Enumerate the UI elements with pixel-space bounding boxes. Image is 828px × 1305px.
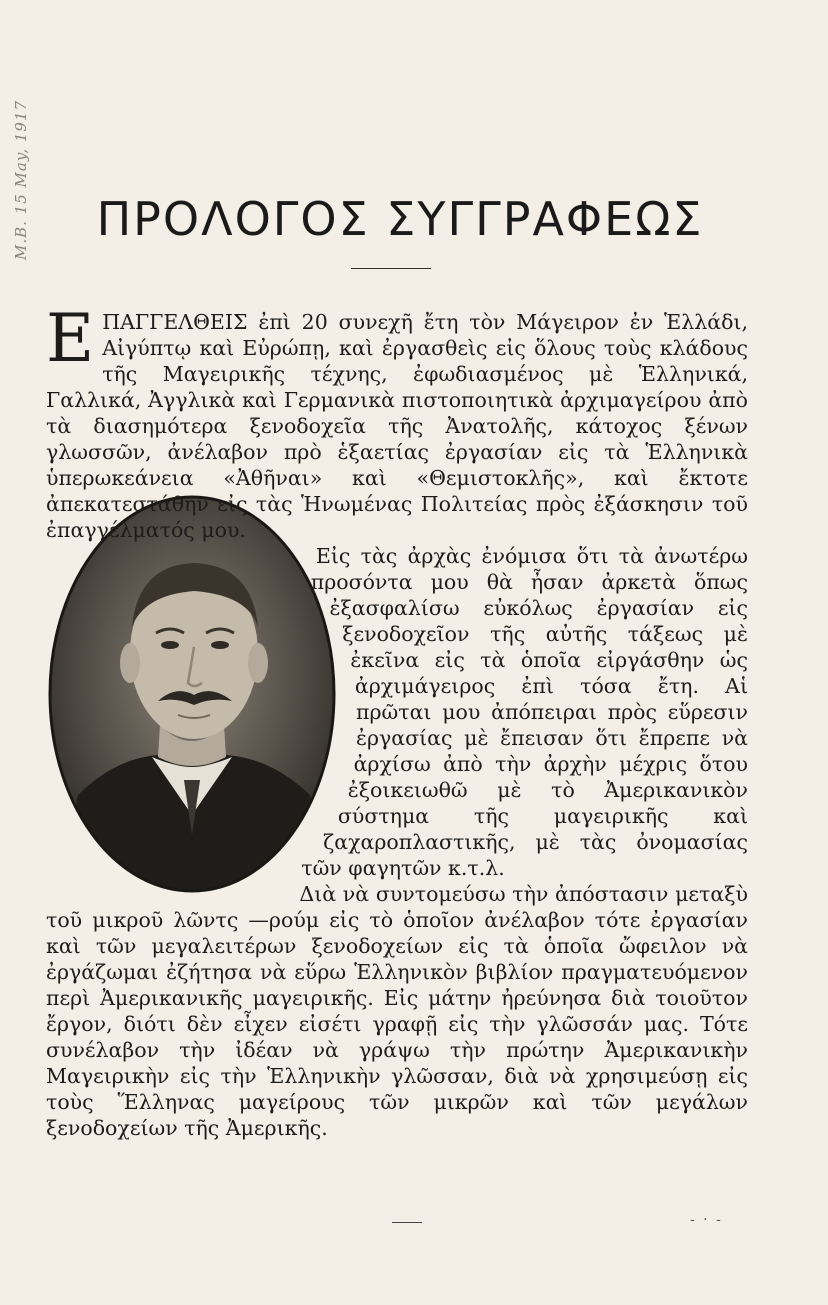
preface-body xyxy=(46,300,748,1141)
title-divider xyxy=(351,268,431,269)
paragraph-3: Διὰ νὰ συντομεύσω τὴν ἀπόστασιν μεταξὺ τοῦ μικροῦ λῶντς —ρούμ εἰς τὸ ὁποῖον ἀνέλαβον τότε ἐργασίαν καὶ τῶν μεγαλειτέρων ξενοδοχείων εἰς τὰ ὁποῖα ὤφειλον νὰ ἐργάζωμαι ἐζήτησα νὰ εὕρω Ἑλληνικὸν βιβλίον πραγματευόμενον περὶ Ἀμερικανικῆς μαγειρικῆς. Εἰς μάτην ἠρεύνησα διὰ τοιοῦτον ἔργον, διότι δὲν εἶχεν εἰσέτι γραφῇ εἰς τὴν γλῶσσάν μας. Τότε συνέλαβον τὴν ἰδέαν νὰ γράψω τὴν πρώτην Ἀμερικανικὴν Μαγειρικὴν εἰς τὴν Ἑλληνικὴν γλῶσσαν, διὰ νὰ χρησιμεύσῃ εἰς τοὺς Ἕλληνας μαγείρους τῶν μικρῶν καὶ τῶν μεγάλων ξενοδοχείων τῆς Ἀμερικῆς. xyxy=(46,882,748,1140)
paragraph-1-text: ἐπὶ 20 συνεχῆ ἔτη τὸν Μάγειρον ἐν Ἑλλάδι, Αἰγύπτῳ καὶ Εὐρώπῃ, καὶ ἐργασθεὶς εἰς ὅλους τοὺς κλάδους τῆς Μαγειρικῆς τέχνης, ἐφωδιασμένος μὲ Ἑλληνικά, Γαλλικά, Ἀγγλικὰ καὶ Γερμανικὰ πιστοποιητικὰ ἀρχιμαγείρου ἀπὸ τὰ διασημότερα ξενοδοχεῖα τῆς Ἀνατολῆς, κάτοχος ξένων γλωσσῶν, ἀνέλαβον πρὸ ἑξαετίας ἐργασίαν εἰς τὰ Ἑλληνικὰ ὑπερωκεάνεια «Ἀθῆναι» καὶ «Θεμιστοκλῆς», καὶ ἔκτοτε ἀπεκατεστάθην εἰς τὰς Ἡνωμένας Πολιτείας πρὸς ἐξάσκησιν τοῦ ἐπαγγέλματός μου. xyxy=(46,310,748,542)
paragraph-2: Εἰς τὰς ἀρχὰς ἐνόμισα ὅτι τὰ ἀνωτέρω προσόντα μου θὰ ἦσαν ἀρκετὰ ὅπως ἐξασφαλίσω εὐκόλως ἐργασίαν εἰς ξενοδοχεῖον τῆς αὐτῆς τάξεως μὲ ἐκεῖνα εἰς τὰ ὁποῖα εἰργάσθην ὡς ἀρχιμάγειρος ἐπὶ τόσα ἔτη. Αἱ πρῶται μου ἀπόπειραι πρὸς εὕρεσιν ἐργασίας μὲ ἔπεισαν ὅτι ἔπρεπε νὰ ἀρχίσω ἀπὸ τὴν ἀρχὴν μέχρις ὅτου ἐξοικειωθῶ μὲ τὸ Ἀμερικανικὸν σύστημα τῆς μαγειρικῆς καὶ ζαχαροπλαστικῆς, μὲ τὰς ὀνομασίας τῶν φαγητῶν κ.τ.λ. xyxy=(301,544,748,880)
footer-mark: - · - xyxy=(690,1212,723,1228)
author-portrait xyxy=(48,495,336,893)
handwritten-margin-note: M.B. 15 May, 1917 xyxy=(12,99,30,260)
page-title: ΠΡΟΛΟΓΟΣ ΣΥΓΓΡΑΦΕΩΣ xyxy=(96,192,704,246)
paragraph-1 xyxy=(46,300,748,543)
opening-word: ΠΑΓΓΕΛΘΕΙΣ xyxy=(102,310,259,334)
footer-divider xyxy=(392,1222,422,1223)
drop-cap: Ε xyxy=(46,300,95,377)
